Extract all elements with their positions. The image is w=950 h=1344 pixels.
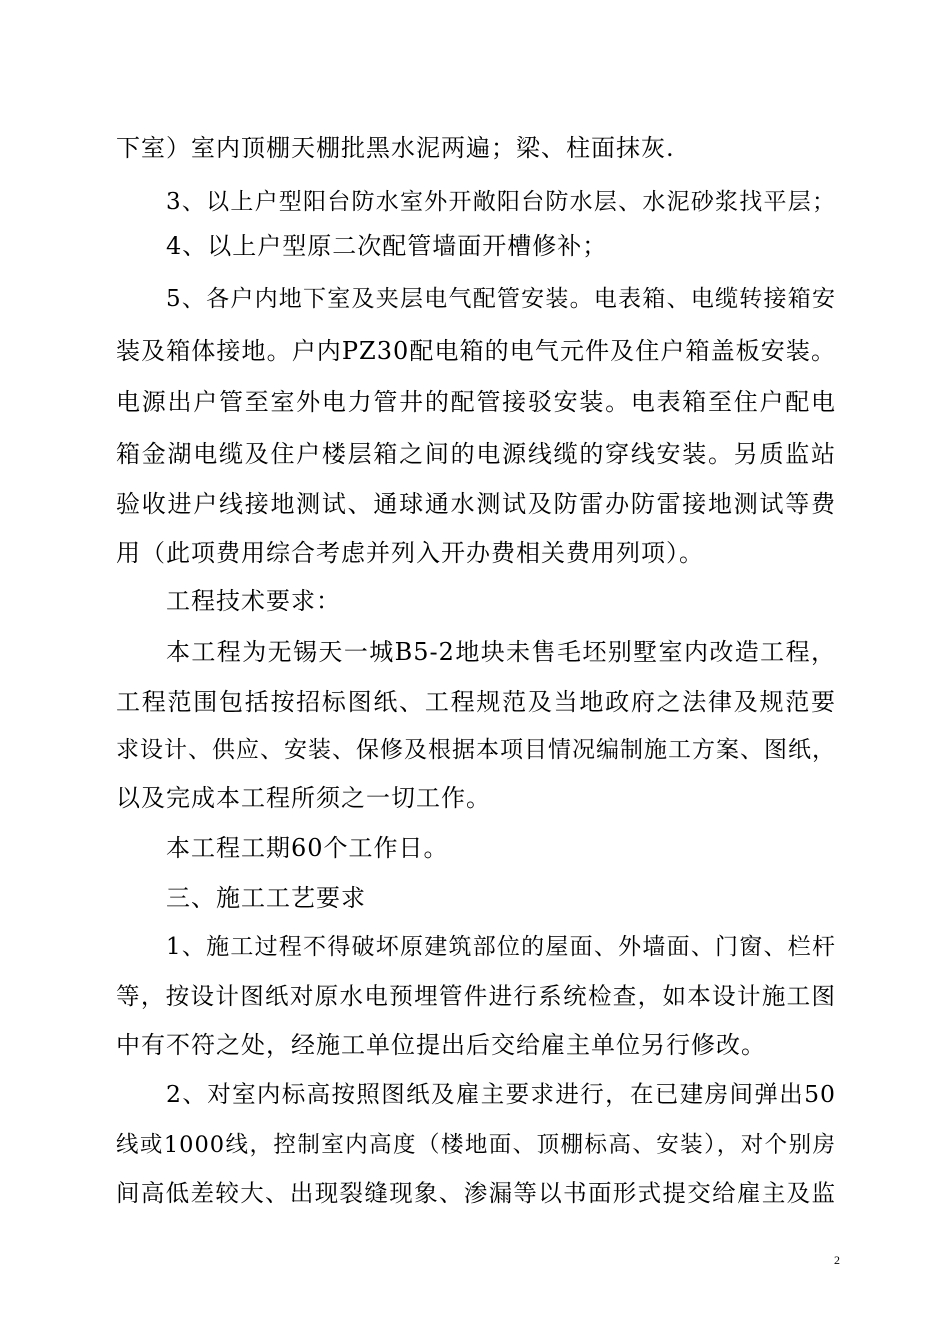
text-line: 电源出户管至室外电力管井的配管接驳安装。电表箱至住户配电 — [116, 388, 836, 416]
text-line: 箱金湖电缆及住户楼层箱之间的电源线缆的穿线安装。另质监站 — [116, 440, 836, 468]
text-line: 以及完成本工程所须之一切工作。 — [116, 784, 491, 812]
text-line: 中有不符之处，经施工单位提出后交给雇主单位另行修改。 — [116, 1031, 766, 1059]
text-line: 下室）室内顶棚天棚批黑水泥两遍；梁、柱面抹灰. — [116, 134, 675, 162]
text-line: 用（此项费用综合考虑并列入开办费相关费用列项）。 — [116, 539, 704, 567]
text-line: 等，按设计图纸对原水电预埋管件进行系统检查，如本设计施工图 — [116, 982, 836, 1010]
text-line: 三、施工工艺要求 — [166, 884, 366, 912]
text-line: 工程范围包括按招标图纸、工程规范及当地政府之法律及规范要 — [116, 688, 836, 716]
text-line: 3、以上户型阳台防水室外开敞阳台防水层、水泥砂浆找平层； — [166, 189, 836, 215]
text-line: 间高低差较大、出现裂缝现象、渗漏等以书面形式提交给雇主及监 — [116, 1179, 836, 1207]
text-line: 验收进户线接地测试、通球通水测试及防雷办防雷接地测试等费 — [116, 490, 836, 518]
page-number: 2 — [834, 1253, 840, 1267]
text-line: 4、以上户型原二次配管墙面开槽修补； — [166, 232, 608, 260]
text-line: 工程技术要求： — [166, 587, 341, 615]
text-line: 装及箱体接地。户内PZ30配电箱的电气元件及住户箱盖板安装。 — [116, 337, 836, 365]
text-line: 本工程为无锡天一城B5-2地块未售毛坯别墅室内改造工程， — [166, 638, 836, 666]
text-line: 1、施工过程不得破坏原建筑部位的屋面、外墙面、门窗、栏杆 — [166, 934, 836, 960]
text-line: 2、对室内标高按照图纸及雇主要求进行，在已建房间弹出50 — [166, 1080, 836, 1108]
text-line: 本工程工期60个工作日。 — [166, 834, 449, 862]
text-line: 求设计、供应、安装、保修及根据本项目情况编制施工方案、图纸， — [116, 737, 836, 763]
text-line: 5、各户内地下室及夹层电气配管安装。电表箱、电缆转接箱安 — [166, 286, 836, 312]
text-line: 线或1000线，控制室内高度（楼地面、顶棚标高、安装），对个别房 — [116, 1132, 836, 1158]
